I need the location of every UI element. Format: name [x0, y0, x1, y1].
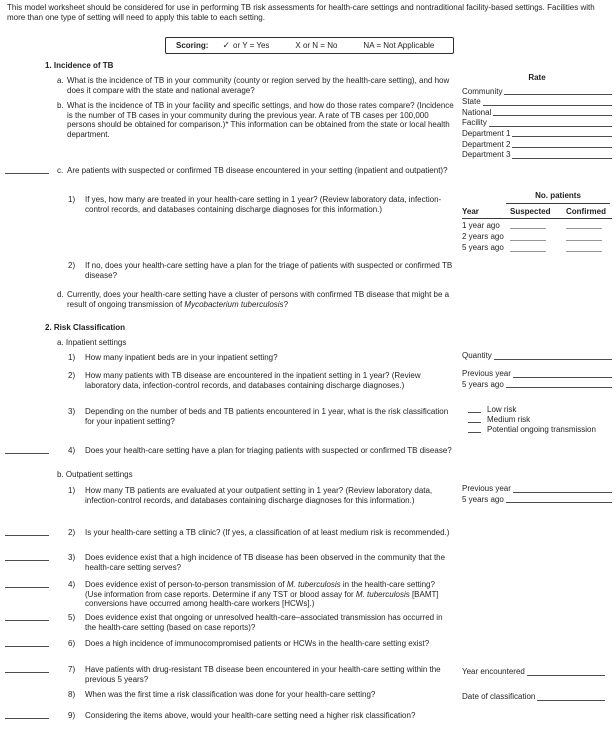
rate-row: [462, 138, 612, 149]
question-1d-text: [67, 290, 456, 309]
column-header-suspected: Suspected: [510, 206, 551, 216]
question-2b8: [68, 690, 453, 700]
rate-row-label: State: [462, 97, 481, 107]
section-2a-title: a. Inpatient settings: [57, 338, 127, 347]
question-1c-text: Are patients with suspected or confirmed TB disease encountered in your setting (inpatient and outpatient)?: [67, 166, 448, 175]
rate-row-label: Department 2: [462, 139, 511, 149]
question-2b9-text: Considering the items above, would your health-care setting need a higher risk classification?: [85, 711, 416, 720]
text-segment: Does evidence exist of person-to-person transmission of: [85, 580, 287, 589]
risk-option-row: [462, 414, 612, 424]
patients-row: [462, 242, 612, 253]
rate-input-line[interactable]: [493, 115, 612, 116]
five-years-input-line[interactable]: [506, 387, 612, 388]
score-blank-2a4[interactable]: [5, 453, 49, 454]
patients-table-header: [462, 204, 612, 220]
question-2a2-text: How many patients with TB disease are encountered in the inpatient setting in 1 year? (Review laboratory data, infection-control records, and databases containing discharge diagnoses.): [85, 371, 421, 390]
question-2a3-text: Depending on the number of beds and TB patients encountered in 1 year, what is the risk classification for your inpatient setting?: [85, 407, 449, 426]
risk-checkbox-line[interactable]: [468, 412, 481, 413]
column-header-year: Year: [462, 206, 479, 216]
species-name-italic: M. tuberculosis: [355, 589, 410, 599]
patients-table-title: No. patients: [506, 191, 610, 204]
question-1d-label: d.: [57, 290, 64, 299]
question-2b6: [68, 639, 453, 649]
rate-row-label: Facility: [462, 118, 487, 128]
previous-year-input-line[interactable]: [513, 492, 612, 493]
scoring-label: Scoring:: [176, 40, 209, 50]
question-1b: [57, 101, 456, 139]
scoring-na-text: NA = Not Applicable: [363, 40, 435, 50]
previous-year-row: [462, 483, 612, 494]
species-name-italic: Mycobacterium tuberculosis: [184, 299, 284, 309]
rate-input-line[interactable]: [489, 126, 612, 127]
question-2b7-label: 7): [68, 665, 76, 674]
rate-row-label: Community: [462, 86, 503, 96]
question-2b9: [68, 711, 453, 721]
question-2a3-label: 3): [68, 407, 76, 416]
question-2b7-text: Have patients with drug-resistant TB disease been encountered in your health-care setting within the previous 5 years?: [85, 665, 441, 684]
patients-table: [462, 191, 612, 253]
question-2b7: [68, 665, 453, 684]
previous-year-row: [462, 368, 612, 379]
patients-row: [462, 230, 612, 241]
risk-checkbox-line[interactable]: [468, 432, 481, 433]
question-1c2-label: 2): [68, 261, 76, 270]
confirmed-input-line[interactable]: [566, 251, 602, 252]
suspected-input-line[interactable]: [510, 251, 546, 252]
scoring-no-text: X or N = No: [295, 40, 338, 50]
rate-row: [462, 117, 612, 128]
question-2b4: [68, 580, 453, 609]
rate-row: [462, 149, 612, 160]
rate-row-label: Department 1: [462, 128, 511, 138]
scoring-box: [165, 37, 454, 54]
suspected-input-line[interactable]: [510, 228, 546, 229]
question-2b1-label: 1): [68, 486, 76, 495]
question-2b5-label: 5): [68, 613, 76, 622]
score-blank-2b4[interactable]: [5, 587, 49, 588]
risk-checkbox-line[interactable]: [468, 422, 481, 423]
quantity-row: [462, 350, 612, 361]
question-2b5: [68, 613, 453, 632]
quantity-label: Quantity: [462, 351, 492, 361]
question-2a1-label: 1): [68, 353, 76, 362]
year-encountered-input-line[interactable]: [527, 675, 605, 676]
rate-row: [462, 107, 612, 118]
confirmed-input-line[interactable]: [566, 228, 602, 229]
risk-options: [462, 404, 612, 434]
scoring-yes-text: or Y = Yes: [233, 40, 270, 50]
quantity-input-line[interactable]: [494, 359, 612, 360]
score-blank-2b5[interactable]: [5, 620, 49, 621]
score-blank-2b7[interactable]: [5, 672, 49, 673]
question-1a-label: a.: [57, 76, 64, 85]
rate-panel: [462, 73, 612, 160]
section-1-title: 1. Incidence of TB: [45, 61, 114, 70]
rate-row: [462, 96, 612, 107]
risk-option-label: Low risk: [487, 404, 517, 414]
score-blank-2b9[interactable]: [5, 718, 49, 719]
date-of-classification-row: [462, 691, 605, 702]
question-2b2-label: 2): [68, 528, 76, 537]
question-2a4-text: Does your health-care setting have a plan for triaging patients with suspected or confirmed TB disease?: [85, 446, 452, 455]
question-1b-label: b.: [57, 101, 64, 110]
section-2b-title: b. Outpatient settings: [57, 470, 133, 479]
check-icon: ✓: [222, 40, 230, 50]
date-of-classification-input-line[interactable]: [537, 700, 605, 701]
year-encountered-label: Year encountered: [462, 667, 525, 677]
question-2b1: [68, 486, 453, 505]
text-segment: ?: [283, 299, 289, 309]
question-2a3: [68, 407, 453, 426]
question-1c1-text: If yes, how many are treated in your health-care setting in 1 year? (Review laboratory data, infection-control records, and databases containing discharge diagnoses for this information.): [85, 195, 442, 214]
five-years-label: 5 years ago: [462, 494, 504, 504]
question-2b9-label: 9): [68, 711, 76, 720]
risk-option-label: Potential ongoing transmission: [487, 424, 596, 434]
outpatient-years-panel: [462, 483, 612, 504]
rate-input-line[interactable]: [512, 158, 612, 159]
score-blank-1c[interactable]: [5, 173, 49, 174]
date-of-classification-label: Date of classification: [462, 692, 536, 702]
previous-year-label: Previous year: [462, 369, 511, 379]
question-2a1-text: How many inpatient beds are in your inpatient setting?: [85, 353, 278, 362]
rate-row: [462, 128, 612, 139]
question-2a1: [68, 353, 453, 363]
inpatient-years-panel: [462, 368, 612, 389]
question-1b-text: What is the incidence of TB in your facility and specific settings, and how do those rates compare? (Incidence is the number of TB cases in your community during the previous year. A rate of TB cases per 100,000 persons should be obtained for comparison.)* This information can be obtained from the state or local health department.: [67, 101, 454, 139]
risk-option-label: Medium risk: [487, 414, 531, 424]
suspected-input-line[interactable]: [510, 240, 546, 241]
question-2b8-label: 8): [68, 690, 76, 699]
question-2b1-text: How many TB patients are evaluated at your outpatient setting in 1 year? (Review laboratory data, infection-control records, and databases containing discharge diagnoses for this information.): [85, 486, 433, 505]
patients-row-label: 5 years ago: [462, 243, 504, 253]
rate-row-label: National: [462, 107, 492, 117]
question-1c2-text: If no, does your health-care setting have a plan for the triage of patients with suspected or confirmed TB disease?: [85, 261, 453, 280]
rate-row-label: Department 3: [462, 150, 511, 160]
question-2b4-label: 4): [68, 580, 76, 589]
question-2b3: [68, 553, 453, 572]
question-1c: [57, 166, 456, 176]
confirmed-input-line[interactable]: [566, 240, 602, 241]
risk-option-row: [462, 424, 612, 434]
patients-row-label: 2 years ago: [462, 232, 504, 242]
question-2a2: [68, 371, 453, 390]
question-2b5-text: Does evidence exist that ongoing or unresolved health-care–associated transmission has occurred in the health-care setting (based on case reports)?: [85, 613, 443, 632]
patients-row: [462, 219, 612, 230]
column-header-confirmed: Confirmed: [566, 206, 606, 216]
question-2b4-text: [85, 580, 453, 609]
question-2b3-text: Does evidence exist that a high incidence of TB disease has been observed in the community that the health-care setting serves?: [85, 553, 446, 572]
question-2b8-text: When was the first time a risk classification was done for your health-care setting?: [85, 690, 376, 699]
rate-title: Rate: [528, 73, 546, 82]
year-encountered-row: [462, 666, 605, 677]
question-1d: [57, 290, 456, 309]
score-blank-2b2[interactable]: [5, 535, 49, 536]
section-2-title: 2. Risk Classification: [45, 323, 126, 332]
rate-input-line[interactable]: [483, 105, 612, 106]
text-segment: Currently, does your health-care setting have a cluster of persons with confirmed TB disease that might be a result of ongoing transmission of: [67, 290, 450, 309]
question-2b3-label: 3): [68, 553, 76, 562]
question-2b6-text: Does a high incidence of immunocompromised patients or HCWs in the health-care setting exist?: [85, 639, 430, 648]
patients-row-label: 1 year ago: [462, 220, 500, 230]
question-2b2: [68, 528, 453, 538]
risk-option-row: [462, 404, 612, 414]
intro-text: This model worksheet should be considered for use in performing TB risk assessments for health-care settings and nontraditional facility-based settings. Facilities with more than one type of setting will need to apply this table to each setting.: [7, 3, 595, 22]
rate-input-line[interactable]: [512, 147, 612, 148]
text-segment: [BAMT] conversions have occurred among health-care workers [HCWs].): [85, 589, 439, 608]
question-2b2-text: Is your health-care setting a TB clinic? (If yes, a classification of at least medium risk is recommended.): [85, 528, 450, 537]
question-1a-text: What is the incidence of TB in your community (county or region served by the health-care setting), and how does it compare with the state and national average?: [67, 76, 450, 95]
previous-year-label: Previous year: [462, 484, 511, 494]
question-1c1: [68, 195, 453, 214]
question-1a: [57, 76, 456, 95]
question-2b6-label: 6): [68, 639, 76, 648]
previous-year-input-line[interactable]: [513, 377, 612, 378]
text-segment: in the health-care setting? (Use information from case reports. Determine if any TST or blood assay for: [85, 580, 435, 599]
five-years-label: 5 years ago: [462, 379, 504, 389]
five-years-input-line[interactable]: [506, 502, 612, 503]
five-years-row: [462, 379, 612, 390]
rate-input-line[interactable]: [504, 94, 612, 95]
question-2a4-label: 4): [68, 446, 76, 455]
question-1c1-label: 1): [68, 195, 76, 204]
question-1c2: [68, 261, 453, 280]
question-1c-label: c.: [57, 166, 64, 175]
score-blank-2b6[interactable]: [5, 646, 49, 647]
rate-input-line[interactable]: [512, 136, 612, 137]
question-2a2-label: 2): [68, 371, 76, 380]
score-blank-2b3[interactable]: [5, 560, 49, 561]
five-years-row: [462, 494, 612, 505]
question-2a4: [68, 446, 453, 456]
rate-row: [462, 86, 612, 97]
species-name-italic: M. tuberculosis: [286, 580, 341, 589]
